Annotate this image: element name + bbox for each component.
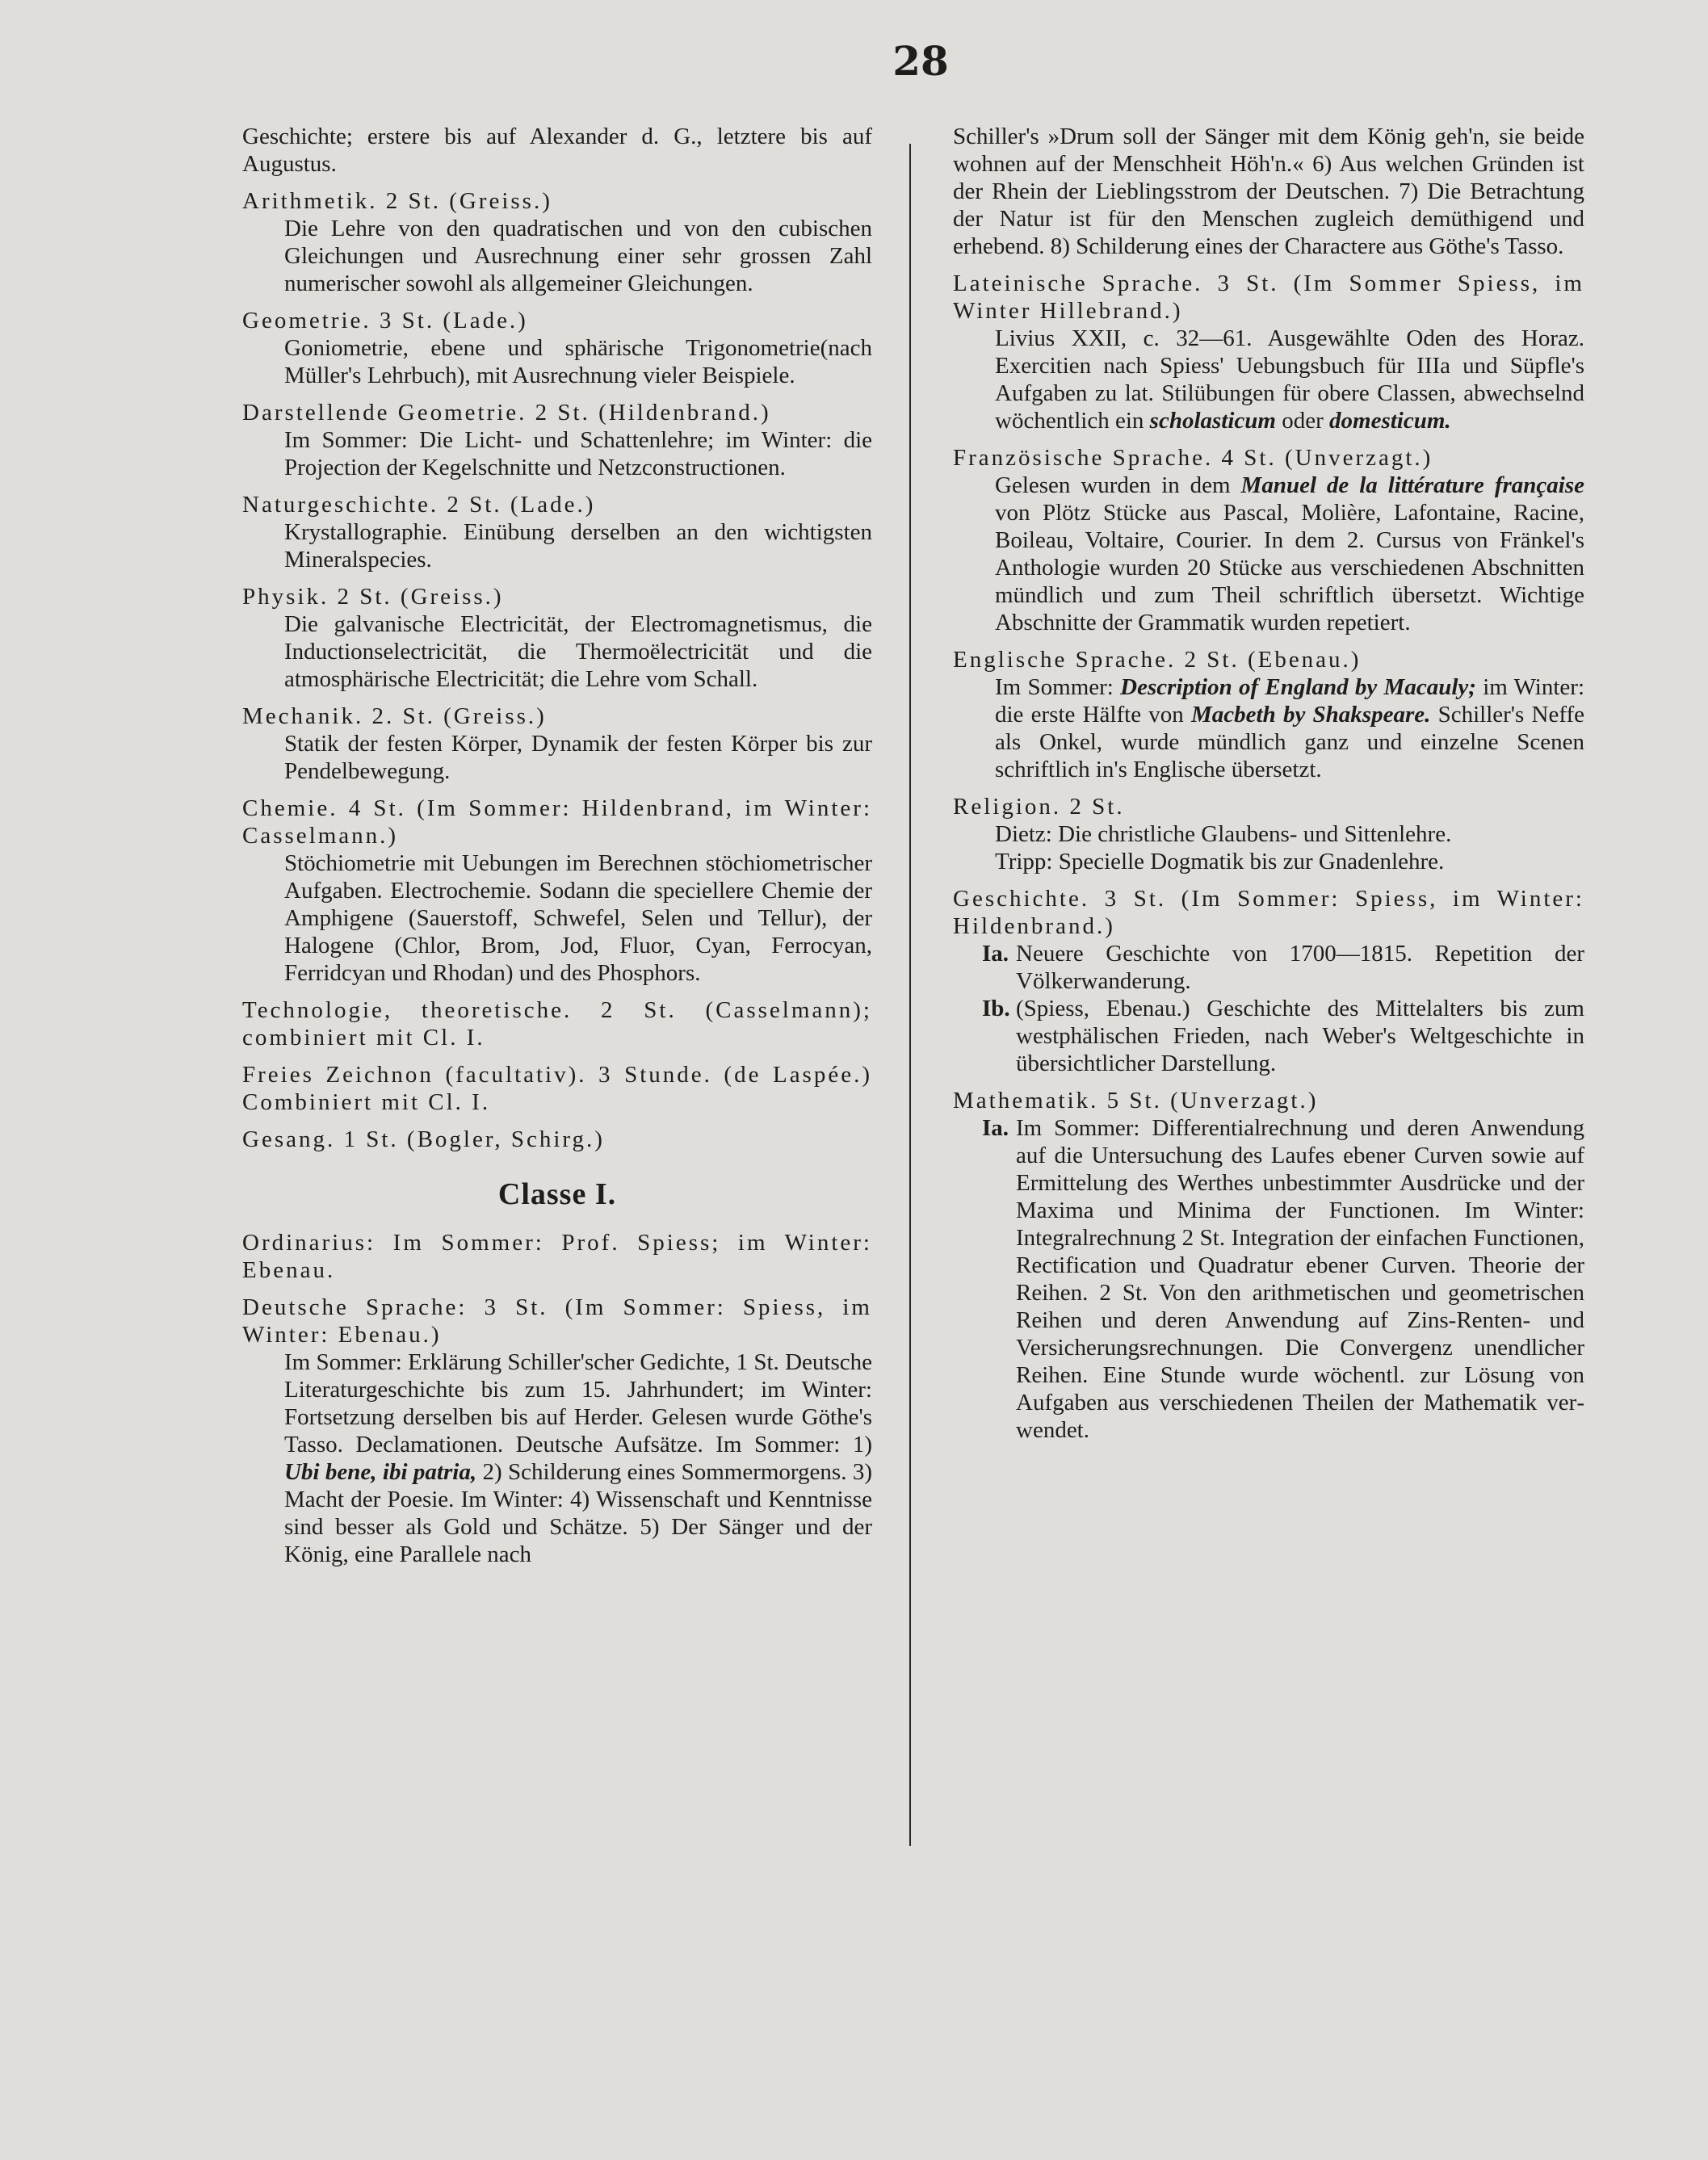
- entry-heading: Deutsche Sprache: 3 St. (Im Sommer: Spiess, im Winter: Ebenau.): [242, 1294, 872, 1348]
- entry-physik: [242, 583, 872, 693]
- body-text: Gelesen wurden in dem: [995, 472, 1231, 498]
- italic-phrase: Macbeth by Shakspeare.: [1191, 702, 1431, 728]
- entry-heading: Physik. 2 St. (Greiss.): [242, 584, 504, 610]
- entry-mechanik: [242, 703, 872, 785]
- left-column: [242, 123, 872, 1578]
- body-text: (Spiess, Ebenau.) Geschichte des Mittelalters bis zum westphälischen Frieden, nach Weber's Weltgeschichte in übersichtlicher Darstellung.: [1016, 996, 1584, 1076]
- body-text: Im Sommer: Differentialrechnung und deren Anwendung auf die Untersuchung des Laufes ebener Curven sowie auf Ermittelung des Werthes unbestimmter Ausdrücke und der Maxima und Minima der Functionen. Im Winter: Integralrechnung 2 St. Integration der einfachen Functionen, Rectification und Quadratur ebener Curven. Theorie der Reihen. 2 St. Von den arithmetischen und geometrischen Reihen und deren Anwendung auf Zins-Renten- und Versicherungsrechnungen. Die Convergenz unendlicher Reihen. Eine Stunde wurde wöchentl. zur Lösung von Aufgaben aus verschiedenen Theilen der Mathematik verwendet.: [1016, 1115, 1584, 1443]
- entry-heading: Französische Sprache. 4 St. (Unverzagt.): [953, 445, 1433, 471]
- entry-franzoesische-sprache: [953, 444, 1584, 636]
- entry-deutsche-sprache: [242, 1294, 872, 1568]
- entry-religion: [953, 793, 1584, 875]
- entry-heading: Lateinische Sprache. 3 St. (Im Sommer Spiess, im Winter Hillebrand.): [953, 271, 1584, 324]
- entry-heading: Arithmetik. 2 St. (Greiss.): [242, 188, 552, 214]
- body-text: im Winter: die erste Hälfte von: [995, 674, 1585, 728]
- section-title-classe-i: Classe I.: [497, 1177, 617, 1211]
- entry-ordinarius: Ordinarius: Im Sommer: Prof. Spiess; im Winter: Ebenau.: [242, 1230, 872, 1283]
- entry-heading: Mathematik. 5 St. (Unverzagt.): [953, 1088, 1319, 1114]
- subentry-mark: Ia.: [982, 941, 1009, 967]
- entry-heading: Naturgeschichte. 2 St. (Lade.): [242, 492, 596, 518]
- subentry-ib: [953, 995, 1584, 1077]
- entry-geometrie: [242, 307, 872, 389]
- entry-heading: Englische Sprache. 2 St. (Ebenau.): [953, 647, 1362, 673]
- italic-phrase: Ubi bene, ibi patria,: [284, 1459, 477, 1485]
- paragraph-deutsch-cont: Schiller's »Drum soll der Sänger mit dem König geh'n, sie beide wohnen auf der Menschheit Höh'n.« 6) Aus welchen Gründen ist der Rhein der Lieblingsstrom der Deutschen. 7) Die Betrachtung der Natur ist für den Menschen zugleich demüthigend und erhebend. 8) Schilderung eines der Charactere aus Göthe's Tasso.: [953, 124, 1584, 259]
- entry-body: Statik der festen Körper, Dynamik der festen Körper bis zur Pendelbewegung.: [284, 731, 872, 784]
- entry-body: Im Sommer: Die Licht- und Schattenlehre; im Winter: die Projection der Kegelschnitte und Netzconstructionen.: [284, 427, 872, 480]
- entry-heading: Religion. 2 St.: [953, 794, 1125, 820]
- body-text: Schiller's Neffe als Onkel, wurde mündlich ganz und einzelne Scenen schriftlich in's Englische übersetzt.: [995, 702, 1584, 782]
- entry-chemie: [242, 795, 872, 987]
- entry-freies-zeichnen: Freies Zeichnon (facultativ). 3 Stunde. (de Laspée.) Combiniert mit Cl. I.: [242, 1062, 872, 1115]
- entry-heading: Mechanik. 2. St. (Greiss.): [242, 703, 547, 729]
- body-text: Im Sommer: Erklärung Schiller'scher Gedichte, 1 St. Deutsche Literaturgeschichte bis zum 15. Jahrhundert; im Winter: Fortsetzung derselben bis auf Herder. Gelesen wurde Göthe's Tasso. Declamationen. Deutsche Aufsätze. Im Sommer: 1): [284, 1349, 872, 1457]
- entry-technologie: Technologie, theoretische. 2 St. (Casselmann); combiniert mit Cl. I.: [242, 997, 872, 1051]
- entry-naturgeschichte: [242, 491, 872, 573]
- entry-darstellende-geometrie: [242, 399, 872, 481]
- italic-phrase: Description of England by Macauly;: [1120, 674, 1476, 700]
- entry-body: [953, 472, 1584, 636]
- entry-mathematik: [953, 1087, 1584, 1444]
- entry-heading: Chemie. 4 St. (Im Sommer: Hildenbrand, im Winter: Casselmann.): [242, 795, 872, 849]
- entry-body: Die Lehre von den quadratischen und von den cubischen Gleichungen und Ausrechnung einer sehr grossen Zahl numerischer sowohl als allgemeiner Gleichungen.: [284, 216, 872, 296]
- body-text: 2) Schilderung eines Sommermorgens. 3) Macht der Poesie. Im Winter: 4) Wissenschaft und Kenntnisse sind besser als Gold und Schätze. 5) Der Sänger und der König, eine Parallele nach: [284, 1459, 873, 1567]
- subentry-ia: [953, 1114, 1584, 1444]
- entry-heading: Geometrie. 3 St. (Lade.): [242, 308, 528, 333]
- entry-body: Die galvanische Electricität, der Electromagnetismus, die Inductionselectricität, die Thermoëlectricität und die atmosphärische Electricität; die Lehre vom Schall.: [284, 611, 872, 692]
- body-text: Im Sommer:: [995, 674, 1114, 700]
- body-text: von Plötz Stücke aus Pascal, Molière, Lafontaine, Racine, Boileau, Voltaire, Courier. In dem 2. Cursus von Fränkel's Anthologie wurden 20 Stücke aus verschiedenen Abschnitten mündlich und zum Theil schriftlich übersetzt. Wichtige Abschnitte der Grammatik wurden repetiert.: [995, 500, 1584, 635]
- italic-phrase: scholasticum: [1149, 408, 1276, 434]
- entry-body: [242, 1348, 872, 1568]
- entry-heading: Geschichte. 3 St. (Im Sommer: Spiess, im Winter: Hildenbrand.): [953, 886, 1584, 939]
- entry-lateinische-sprache: [953, 270, 1584, 434]
- subentry-mark: Ia.: [982, 1115, 1009, 1141]
- entry-body: Goniometrie, ebene und sphärische Trigonometrie(nach Müller's Lehrbuch), mit Ausrechnung vieler Beispiele.: [284, 335, 872, 388]
- paragraph-geschichte-cont: Geschichte; erstere bis auf Alexander d. G., letztere bis auf Augustus.: [242, 124, 872, 177]
- entry-body: Stöchiometrie mit Uebungen im Berechnen stöchiometrischer Aufgaben. Electrochemie. Sodann die speciellere Chemie der Amphigene (Sauerstoff, Schwefel, Selen und Tellur), der Halogene (Chlor, Brom, Jod, Fluor, Cyan, Ferrocyan, Ferridcyan und Rhodan) und des Phosphors.: [284, 850, 872, 986]
- entry-body: Dietz: Die christliche Glaubens- und Sittenlehre.: [995, 821, 1452, 847]
- page-number: 28: [892, 37, 949, 85]
- entry-body: Tripp: Specielle Dogmatik bis zur Gnadenlehre.: [995, 849, 1445, 874]
- entry-gesang: Gesang. 1 St. (Bogler, Schirg.): [242, 1126, 605, 1152]
- subentry-ia: [953, 940, 1584, 995]
- entry-body: Krystallographie. Einübung derselben an den wichtigsten Mineralspecies.: [284, 519, 872, 573]
- subentry-mark: Ib.: [982, 996, 1010, 1021]
- entry-arithmetik: [242, 187, 872, 297]
- entry-body: [953, 673, 1584, 783]
- right-column: [953, 123, 1584, 1453]
- entry-geschichte: [953, 885, 1584, 1077]
- entry-body: [953, 325, 1584, 434]
- body-text: Livius XXII, c. 32—61. Ausgewählte Oden des Horaz. Exercitien nach Spiess' Uebungsbuch für IIIa und Süpfle's Aufgaben zu lat. Stilübungen für obere Classen, abwechselnd wöchentlich ein: [995, 325, 1584, 434]
- entry-heading: Darstellende Geometrie. 2 St. (Hildenbrand.): [242, 400, 771, 426]
- italic-phrase: domesticum.: [1329, 408, 1451, 434]
- body-text: Neuere Geschichte von 1700—1815. Repetition der Völkerwanderung.: [1016, 941, 1584, 994]
- entry-englische-sprache: [953, 646, 1584, 783]
- body-text: oder: [1282, 408, 1324, 434]
- column-divider: [909, 144, 911, 1846]
- italic-phrase: Manuel de la littérature française: [1240, 472, 1585, 498]
